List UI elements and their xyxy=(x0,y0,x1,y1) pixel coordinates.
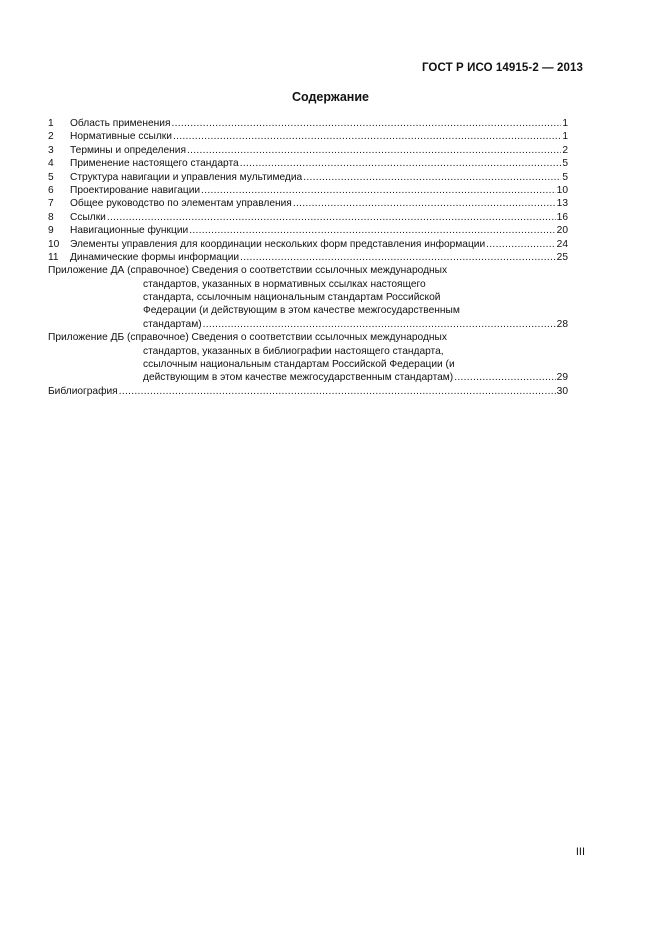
toc-entry[interactable] xyxy=(48,251,568,264)
page-title: Содержание xyxy=(291,90,369,104)
document-id: ГОСТ Р ИСО 14915-2 — 2013 xyxy=(421,62,583,74)
toc-entry-number: 8 xyxy=(48,211,54,223)
toc-entry-label: Элементы управления для координации нескольких форм представления информации xyxy=(70,238,486,250)
toc-entry-number: 5 xyxy=(48,171,54,183)
toc-entry[interactable] xyxy=(48,157,568,170)
dot-leader xyxy=(203,318,556,331)
toc-entry-page: 10 xyxy=(556,184,568,196)
appendix-da-page: 28 xyxy=(556,318,568,330)
toc-entry-label: Нормативные ссылки xyxy=(70,131,172,143)
toc-entry-number: 6 xyxy=(48,184,54,196)
bibliography-page: 30 xyxy=(556,385,568,397)
toc-entry-page: 1 xyxy=(562,131,568,143)
toc-entry[interactable] xyxy=(48,171,568,184)
toc-entry-label: Общее руководство по элементам управления xyxy=(70,198,292,210)
appendix-db-line2: стандартов, указанных в библиографии настоящего стандарта, xyxy=(143,345,444,357)
toc-entry-page: 25 xyxy=(556,251,568,263)
toc-entry-page: 16 xyxy=(556,211,568,223)
toc-entry-page: 1 xyxy=(562,118,568,129)
toc-entry-page: 13 xyxy=(556,198,568,210)
table-of-contents xyxy=(48,117,568,398)
toc-entry[interactable] xyxy=(48,224,568,237)
toc-entry[interactable] xyxy=(48,238,568,251)
toc-entry-label: Ссылки xyxy=(70,211,106,223)
dot-leader xyxy=(454,371,555,384)
toc-entry-number: 10 xyxy=(48,238,60,250)
toc-entry-number: 4 xyxy=(48,158,54,170)
toc-entry-label: Применение настоящего стандарта xyxy=(70,158,239,170)
appendix-da-line5: стандартам) xyxy=(143,318,202,330)
toc-entry-number: 2 xyxy=(48,131,54,143)
toc-entry-number: 11 xyxy=(48,251,59,263)
dot-leader xyxy=(240,157,562,170)
appendix-db-line3: ссылочным национальным стандартам Российской Федерации (и xyxy=(143,359,455,371)
appendix-da-line1: Приложение ДА (справочное) Сведения о соответствии ссылочных международных xyxy=(48,265,448,277)
toc-entry-number: 1 xyxy=(48,118,54,129)
dot-leader xyxy=(173,130,561,143)
appendix-db-line4: действующим в этом качестве межгосударственным стандартам) xyxy=(143,372,454,384)
dot-leader xyxy=(189,224,555,237)
toc-entry-number: 9 xyxy=(48,225,54,237)
appendix-da-line2: стандартов, указанных в нормативных ссылках настоящего xyxy=(143,278,426,290)
toc-entry-page: 20 xyxy=(556,225,568,237)
dot-leader xyxy=(486,238,555,251)
toc-entry[interactable] xyxy=(48,144,568,157)
toc-entry-page: 24 xyxy=(556,238,568,250)
bibliography-label: Библиография xyxy=(48,385,118,397)
toc-entry-number: 7 xyxy=(48,198,54,210)
toc-entry-page: 2 xyxy=(562,144,568,156)
toc-entry-label: Навигационные функции xyxy=(70,225,189,237)
dot-leader xyxy=(240,251,556,264)
appendix-da-line4: Федерации (и действующим в этом качестве межгосударственным xyxy=(143,305,460,317)
appendix-db-page: 29 xyxy=(556,372,568,384)
appendix-db-line1: Приложение ДБ (справочное) Сведения о соответствии ссылочных международных xyxy=(48,332,447,344)
toc-entry-page: 5 xyxy=(562,158,568,170)
appendix-da[interactable] xyxy=(48,264,568,331)
dot-leader xyxy=(303,171,561,184)
toc-entry-label: Динамические формы информации xyxy=(70,251,240,263)
toc-entry-label: Область применения xyxy=(70,118,171,129)
toc-entry-label: Структура навигации и управления мультимедиа xyxy=(70,171,303,183)
toc-entry[interactable] xyxy=(48,130,568,143)
toc-entry[interactable] xyxy=(48,197,568,210)
toc-entry-page: 5 xyxy=(562,171,568,183)
appendix-db[interactable] xyxy=(48,331,568,385)
page-number: III xyxy=(575,846,585,858)
toc-entry-label: Термины и определения xyxy=(70,144,186,156)
toc-entry[interactable] xyxy=(48,117,568,130)
toc-entry[interactable] xyxy=(48,211,568,224)
dot-leader xyxy=(107,211,556,224)
dot-leader xyxy=(119,385,556,398)
toc-entry[interactable] xyxy=(48,184,568,197)
toc-entry-number: 3 xyxy=(48,144,54,156)
dot-leader xyxy=(187,144,561,157)
appendix-da-line3: стандарта, ссылочным национальным стандартам Российской xyxy=(143,292,441,304)
dot-leader xyxy=(293,197,556,210)
dot-leader xyxy=(171,117,561,130)
dot-leader xyxy=(201,184,556,197)
toc-bibliography[interactable] xyxy=(48,385,568,398)
toc-entry-label: Проектирование навигации xyxy=(70,184,201,196)
